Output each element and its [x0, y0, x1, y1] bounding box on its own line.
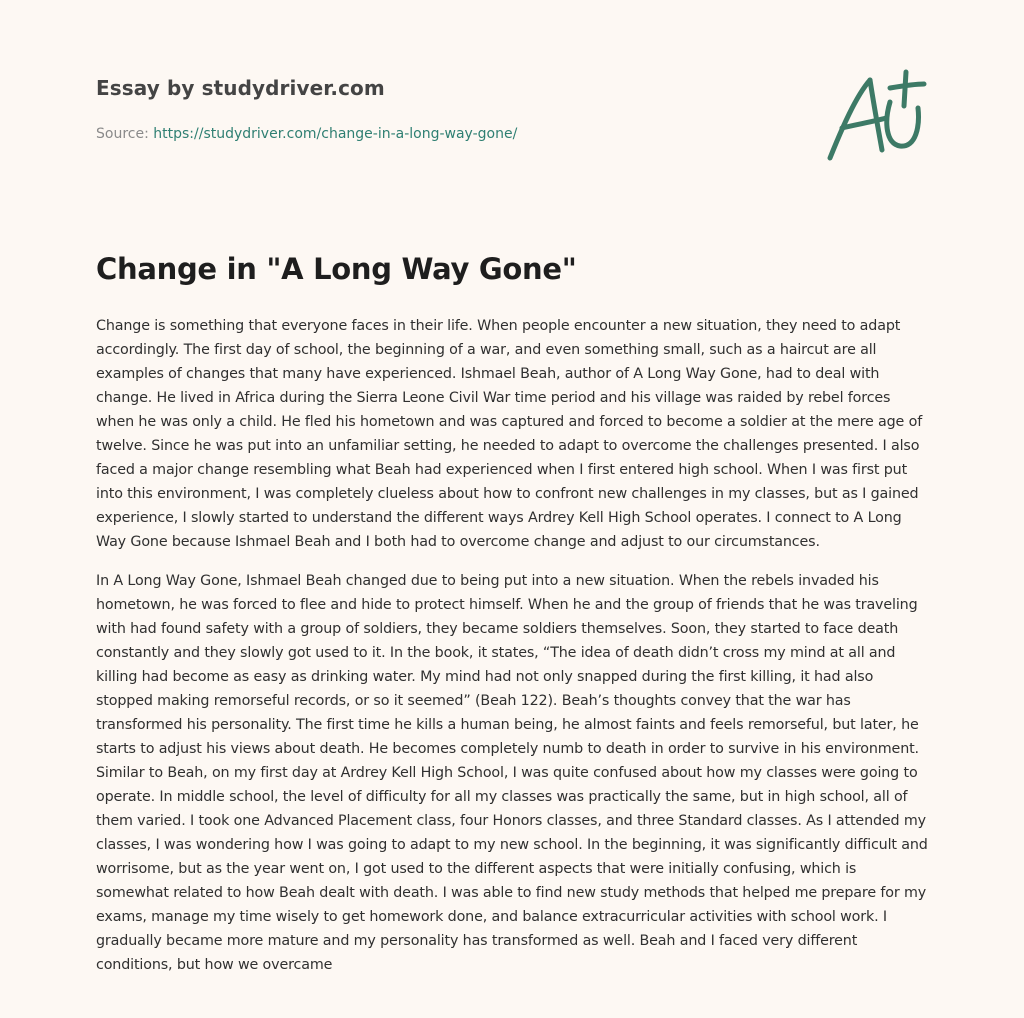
- source-line: [96, 126, 796, 142]
- essay-body: [96, 314, 932, 992]
- source-link[interactable]: https://studydriver.com/change-in-a-long-way-gone/: [153, 126, 518, 142]
- brand-title: Essay by studydriver.com: [96, 76, 385, 100]
- page-header: [96, 76, 796, 142]
- essay-paragraph: In A Long Way Gone, Ishmael Beah changed due to being put into a new situation. When the rebels invaded his hometown, he was forced to flee and hide to protect himself. When he and the group of friends that he was traveling with had found safety with a group of soldiers, they became soldiers themselves. Soon, they started to face death constantly and they slowly got used to it. In the book, it states, “The idea of death didn’t cross my mind at all and killing had become as easy as drinking water. My mind had not only snapped during the first killing, it had also stopped making remorseful records, or so it seemed” (Beah 122). Beah’s thoughts convey that the war has transformed his personality. The first time he kills a human being, he almost faints and feels remorseful, but later, he starts to adjust his views about death. He becomes completely numb to death in order to survive in his environment. Similar to Beah, on my first day at Ardrey Kell High School, I was quite confused about how my classes were going to operate. In middle school, the level of difficulty for all my classes was practically the same, but in high school, all of them varied. I took one Advanced Placement class, four Honors classes, and three Standard classes. As I attended my classes, I was wondering how I was going to adapt to my new school. In the beginning, it was significantly difficult and worrisome, but as the year went on, I got used to the different aspects that were initially confusing, which is somewhat related to how Beah dealt with death. I was able to find new study methods that helped me prepare for my exams, manage my time wisely to get homework done, and balance extracurricular activities with school work. I gradually became more mature and my personality has transformed as well. Beah and I faced very different conditions, but how we overcame: [96, 573, 928, 973]
- a-plus-logo-icon: [820, 66, 930, 166]
- essay-paragraph: Change is something that everyone faces in their life. When people encounter a new situation, they need to adapt accordingly. The first day of school, the beginning of a war, and even something small, such as a haircut are all examples of changes that many have experienced. Ishmael Beah, author of A Long Way Gone, had to deal with change. He lived in Africa during the Sierra Leone Civil War time period and his village was raided by rebel forces when he was only a child. He fled his hometown and was captured and forced to become a soldier at the mere age of twelve. Since he was put into an unfamiliar setting, he needed to adapt to overcome the challenges presented. I also faced a major change resembling what Beah had experienced when I first entered high school. When I was first put into this environment, I was completely clueless about how to confront new challenges in my classes, but as I gained experience, I slowly started to understand the different ways Ardrey Kell High School operates. I connect to A Long Way Gone because Ishmael Beah and I both had to overcome change and adjust to our circumstances.: [96, 318, 923, 550]
- essay-title: Change in "A Long Way Gone": [96, 252, 577, 286]
- source-label: Source:: [96, 126, 149, 142]
